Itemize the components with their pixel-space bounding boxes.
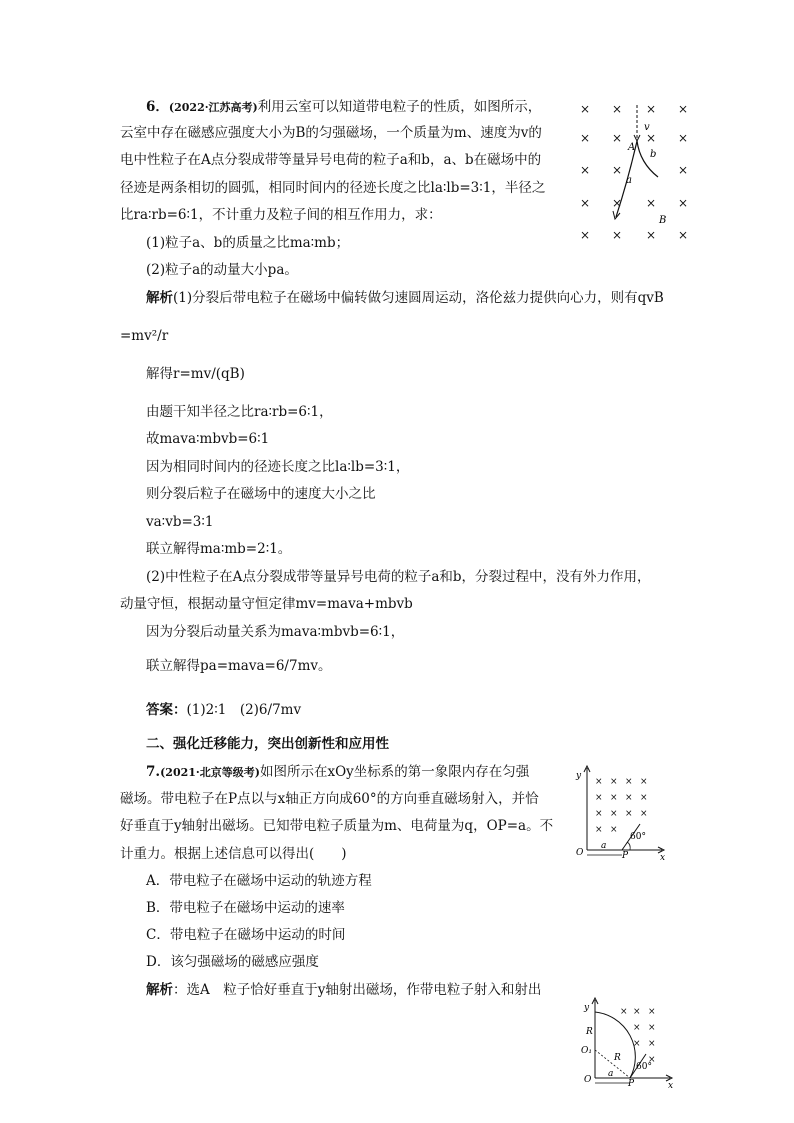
q7-option-c: C．带电粒子在磁场中运动的时间 (146, 927, 346, 943)
svg-text:×: × (580, 228, 591, 242)
svg-text:×: × (633, 1007, 641, 1017)
svg-text:×: × (580, 131, 591, 145)
svg-text:×: × (678, 131, 689, 145)
q7-analysis-text: ：选A 粒子恰好垂直于y轴射出磁场，作带电粒子射入和射出 (173, 982, 542, 998)
svg-text:×: × (648, 1039, 656, 1049)
svg-text:×: × (640, 793, 648, 803)
q6-stem-2: 云室中存在磁感应强度大小为B的匀强磁场，一个质量为m、速度为v的 (120, 125, 542, 141)
label-a: a (601, 841, 607, 851)
q6-analysis-7: 则分裂后粒子在磁场中的速度大小之比 (146, 486, 376, 502)
q6-analysis-11: 动量守恒，根据动量守恒定律mv=mava+mbvb (120, 596, 413, 612)
svg-text:×: × (612, 102, 623, 116)
q7-solution-figure (578, 994, 678, 1091)
label-O1: O₁ (581, 1046, 592, 1056)
q6-sub-question-2: (2)粒子a的动量大小pa。 (146, 262, 298, 278)
svg-text:×: × (612, 228, 623, 242)
svg-text:×: × (610, 809, 618, 819)
q6-analysis-4: 由题干知半径之比ra∶rb=6∶1， (146, 404, 333, 420)
svg-text:×: × (580, 163, 591, 177)
field-cross-marks (620, 1007, 656, 1065)
svg-text:×: × (595, 825, 603, 835)
q6-sub-question-1: (1)粒子a、b的质量之比ma∶mb； (146, 235, 350, 251)
label-y: y (584, 1003, 590, 1013)
label-R-radius: R (614, 1053, 621, 1063)
q6-line1 (146, 99, 541, 116)
q7-stem-2: 磁场。带电粒子在P点以与x轴正方向成60°的方向垂直磁场射入，并恰 (120, 791, 539, 807)
label-y: y (576, 771, 582, 781)
q7-coordinate-figure (570, 762, 670, 863)
q6-stem-1: 利用云室可以知道带电粒子的性质，如图所示， (257, 99, 542, 115)
q6-stem-5: 比ra∶rb=6∶1，不计重力及粒子间的相互作用力，求： (120, 207, 442, 223)
svg-text:×: × (625, 809, 633, 819)
label-b: b (650, 149, 657, 160)
q6-analysis-9: 联立解得ma∶mb=2∶1。 (146, 541, 292, 557)
svg-text:×: × (625, 777, 633, 787)
q6-number: 6． (146, 99, 169, 115)
label-O: O (576, 848, 584, 858)
q6-stem-3: 电中性粒子在A点分裂成带等量异号电荷的粒子a和b，a、b在磁场中的 (120, 152, 542, 168)
label-x: x (660, 853, 666, 863)
svg-text:×: × (633, 1039, 641, 1049)
label-v: v (644, 122, 650, 133)
q7-source: (2021·北京等级考) (160, 766, 260, 779)
q6-analysis-5: 故mava∶mbvb=6∶1 (146, 431, 270, 447)
svg-text:×: × (646, 228, 657, 242)
q7-analysis-line (146, 982, 541, 998)
q6-analysis-text-1: (1)分裂后带电粒子在磁场中偏转做匀速圆周运动，洛伦兹力提供向心力，则有qvB (173, 290, 664, 306)
svg-text:×: × (612, 163, 623, 177)
label-R-vertical: R (586, 1027, 593, 1037)
q7-option-d: D．该匀强磁场的磁感应强度 (146, 954, 319, 970)
q7-number: 7. (146, 764, 161, 780)
q6-analysis-line-1 (146, 290, 664, 306)
label-x: x (668, 1081, 674, 1091)
q6-source: (2022·江苏高考) (168, 101, 258, 114)
svg-text:×: × (612, 196, 623, 210)
label-angle: 60° (636, 1062, 652, 1072)
q6-analysis-label: 解析 (146, 290, 173, 306)
svg-text:×: × (648, 1055, 656, 1065)
q6-analysis-13: 联立解得pa=mava=6/7mv。 (146, 658, 332, 674)
svg-text:×: × (678, 228, 689, 242)
svg-text:×: × (595, 777, 603, 787)
q6-analysis-8: va∶vb=3∶1 (146, 514, 214, 530)
q6-answer-line (146, 702, 301, 718)
section-2-title: 二、强化迁移能力，突出创新性和应用性 (146, 736, 389, 752)
svg-text:×: × (646, 102, 657, 116)
angle-arc (627, 842, 630, 850)
q7-line1 (146, 764, 529, 781)
label-a: a (608, 1069, 614, 1079)
svg-text:×: × (612, 131, 623, 145)
svg-text:×: × (640, 777, 648, 787)
svg-text:×: × (580, 102, 591, 116)
svg-text:×: × (620, 1007, 628, 1017)
q6-answer-label: 答案： (146, 702, 187, 718)
q6-analysis-6: 因为相同时间内的径迹长度之比la∶lb=3∶1， (146, 459, 410, 475)
label-O: O (584, 1075, 592, 1085)
svg-text:×: × (678, 196, 689, 210)
q7-option-b: B．带电粒子在磁场中运动的速率 (146, 900, 345, 916)
q6-magnetic-field-figure (570, 95, 700, 245)
svg-text:×: × (610, 777, 618, 787)
label-A: A (628, 142, 636, 153)
q6-stem-4: 径迹是两条相切的圆弧，相同时间内的径迹长度之比la∶lb=3∶1，半径之 (120, 180, 546, 196)
svg-text:×: × (625, 793, 633, 803)
svg-text:×: × (595, 793, 603, 803)
svg-text:×: × (640, 809, 648, 819)
svg-text:×: × (633, 1023, 641, 1033)
svg-text:×: × (610, 793, 618, 803)
label-P: P (622, 851, 629, 861)
q7-option-a: A．带电粒子在磁场中运动的轨迹方程 (146, 873, 372, 889)
q6-answer: (1)2∶1 (2)6/7mv (186, 702, 302, 718)
svg-text:×: × (648, 1023, 656, 1033)
trajectory-arc (595, 1012, 635, 1078)
label-B: B (659, 215, 667, 226)
q7-analysis-label: 解析 (146, 982, 173, 998)
field-cross-marks (580, 102, 688, 242)
field-cross-marks (595, 777, 648, 835)
q6-analysis-12: 因为分裂后动量关系为mava∶mbvb=6∶1， (146, 624, 405, 640)
svg-text:×: × (646, 196, 657, 210)
svg-text:×: × (678, 102, 689, 116)
svg-text:×: × (646, 131, 657, 145)
svg-text:×: × (678, 163, 689, 177)
q7-stem-3: 好垂直于y轴射出磁场。已知带电粒子质量为m、电荷量为q，OP=a。不 (120, 818, 554, 834)
q7-stem-4: 计重力。根据上述信息可以得出( ) (120, 846, 347, 862)
label-angle: 60° (630, 832, 646, 842)
svg-text:×: × (610, 825, 618, 835)
q6-analysis-10: (2)中性粒子在A点分裂成带等量异号电荷的粒子a和b，分裂过程中，没有外力作用， (146, 569, 651, 585)
svg-text:×: × (595, 809, 603, 819)
q6-analysis-2: =mv²/r (120, 328, 169, 344)
q6-analysis-3: 解得r=mv/(qB) (146, 366, 245, 382)
svg-text:×: × (648, 1007, 656, 1017)
label-P: P (628, 1079, 635, 1089)
svg-text:×: × (580, 196, 591, 210)
q7-stem-1: 如图所示在xOy坐标系的第一象限内存在匀强 (259, 764, 530, 780)
label-a: a (626, 175, 632, 186)
